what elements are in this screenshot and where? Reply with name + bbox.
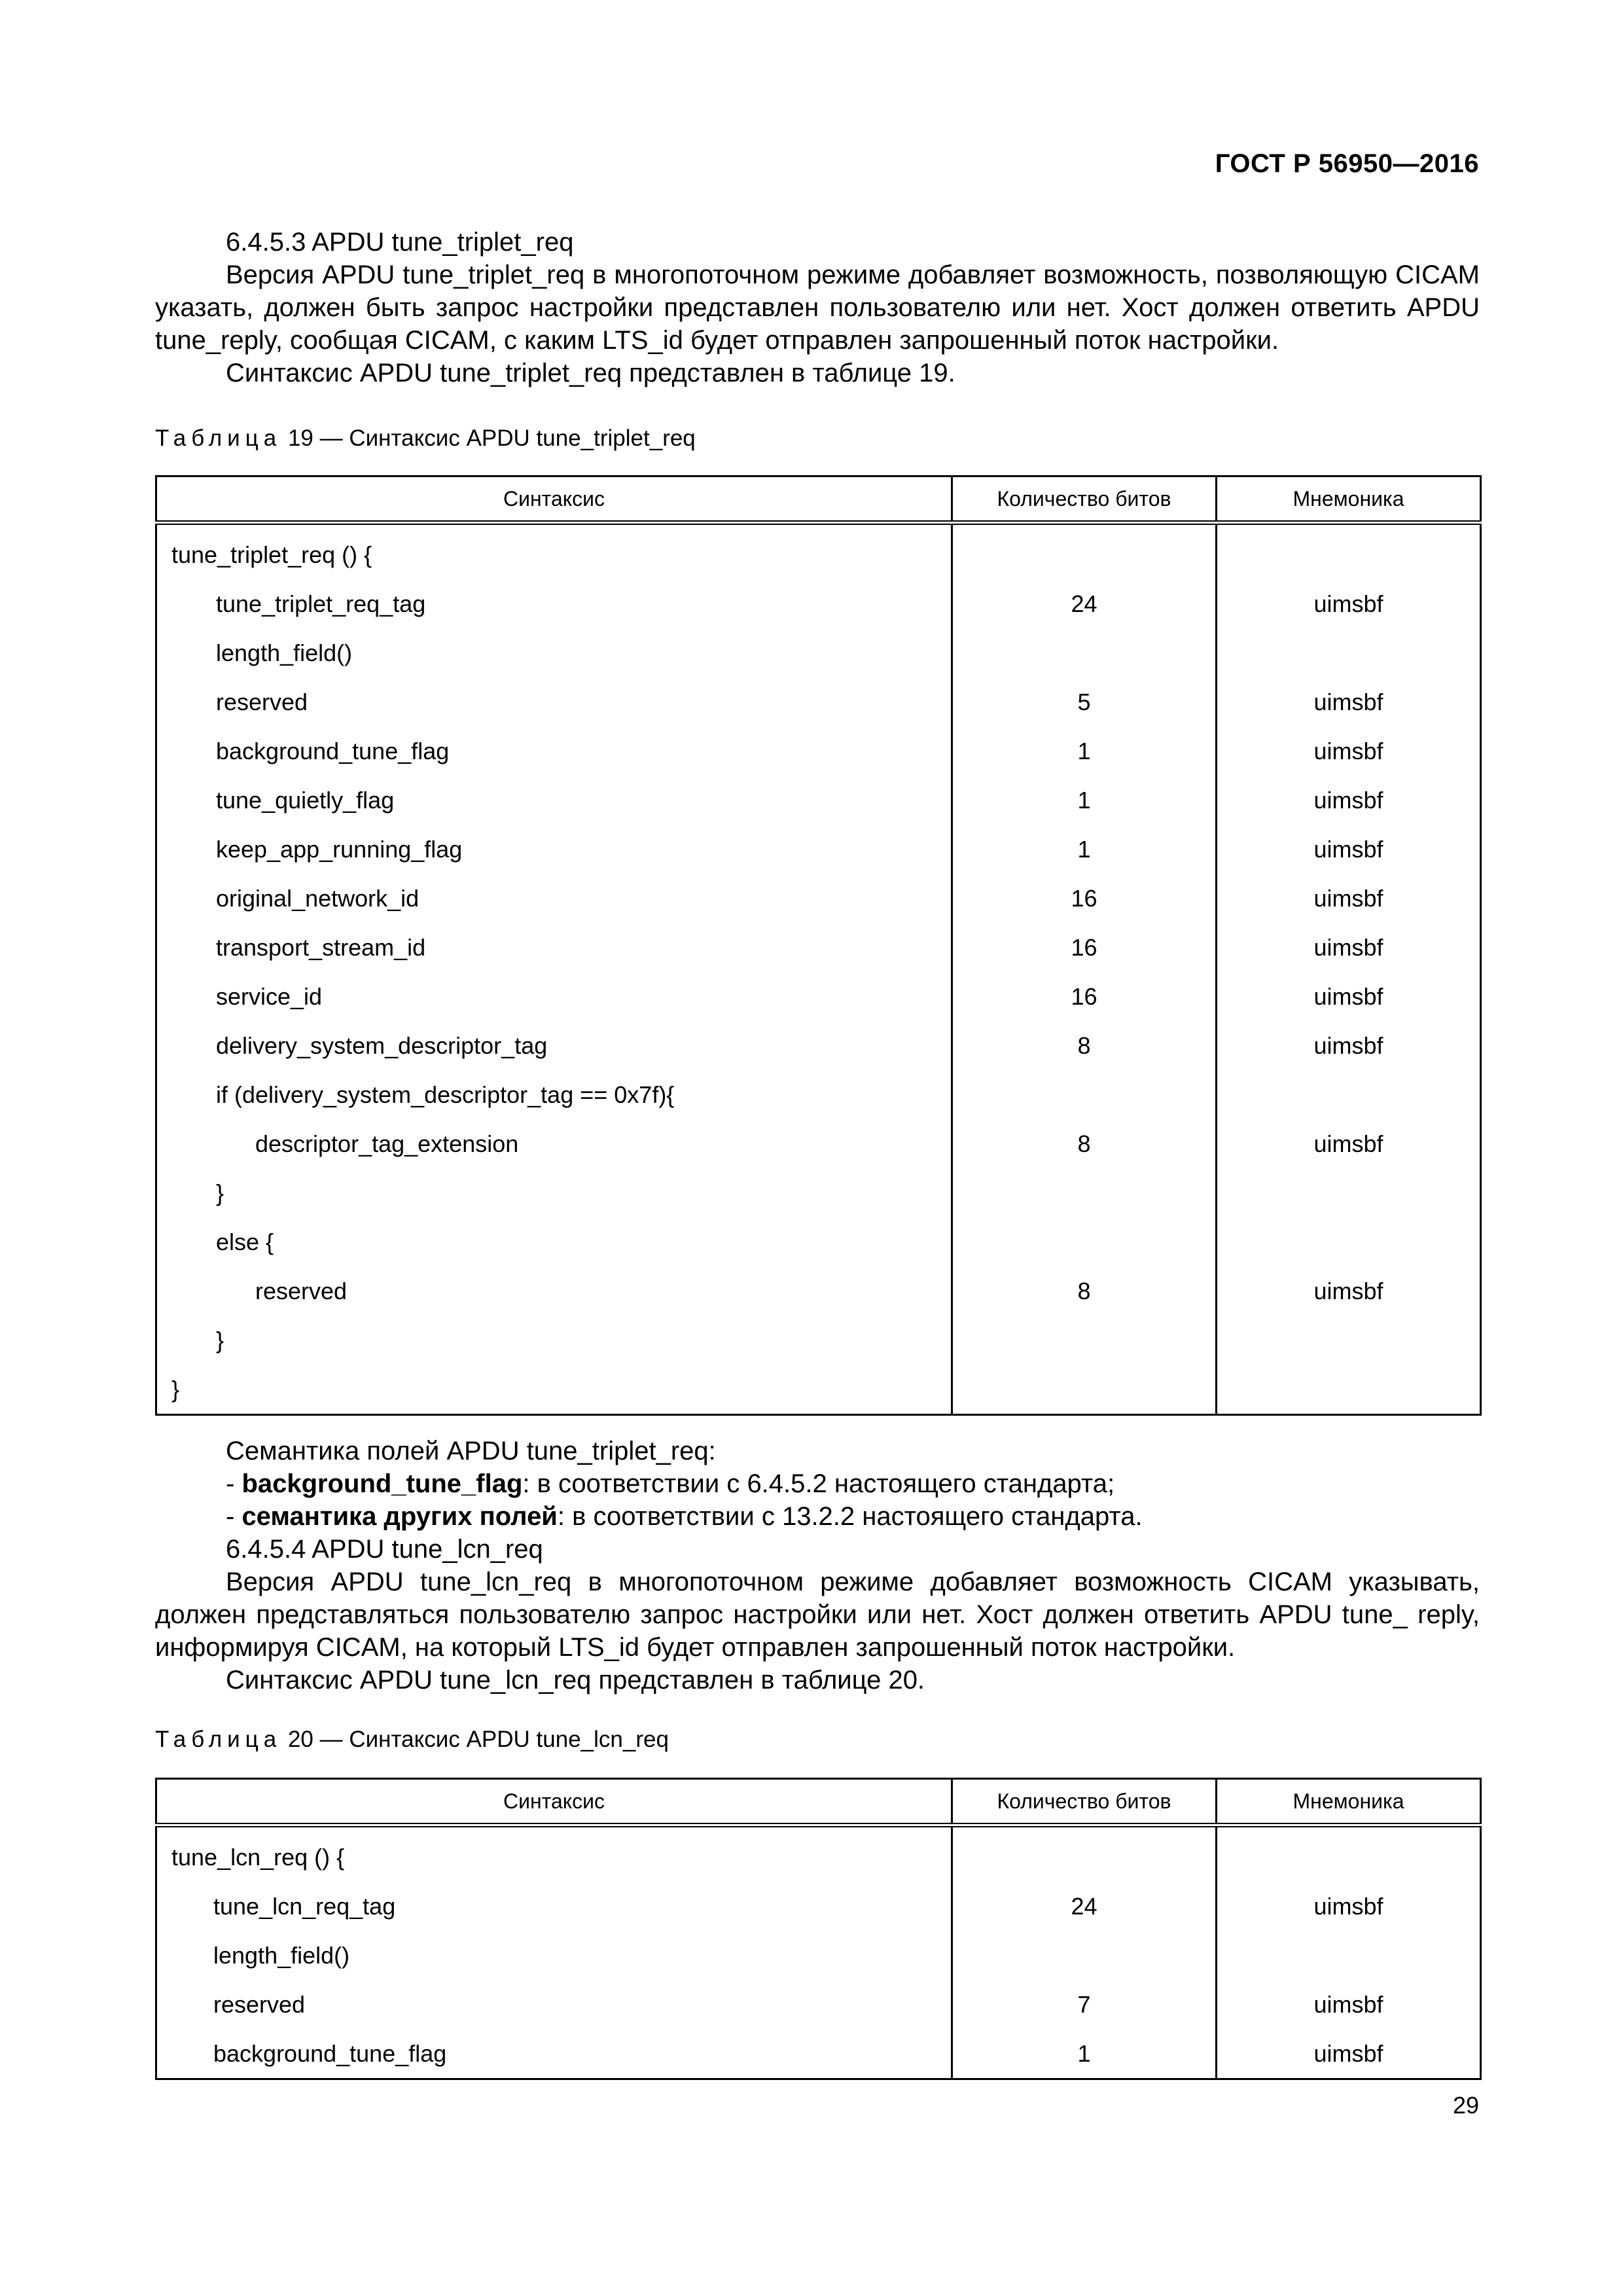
table-row — [156, 726, 1481, 776]
syntax-cell: reserved — [255, 1277, 348, 1304]
bits-cell: 1 — [952, 2029, 1217, 2079]
mnemonic-cell: uimsbf — [1217, 1021, 1481, 1070]
syntax-cell: service_id — [216, 982, 323, 1010]
semantics-list — [155, 1467, 1480, 1533]
syntax-cell: reserved — [213, 1990, 306, 2018]
table-19 — [155, 475, 1480, 1416]
mnemonic-cell: uimsbf — [1217, 923, 1481, 972]
mnemonic-cell: uimsbf — [1217, 972, 1481, 1021]
mnemonic-cell — [1217, 1070, 1481, 1119]
mnemonic-cell — [1217, 1217, 1481, 1266]
syntax-cell: length_field() — [216, 639, 353, 666]
bits-cell: 8 — [952, 1119, 1217, 1168]
caption-text: 20 — Синтаксис APDU tune_lcn_req — [287, 1727, 669, 1752]
column-header: Синтаксис — [156, 1779, 952, 1825]
table-row — [156, 1266, 1481, 1316]
bits-cell — [952, 1168, 1217, 1217]
bits-cell — [952, 1316, 1217, 1365]
mnemonic-cell — [1217, 1316, 1481, 1365]
syntax-cell: reserved — [216, 688, 308, 715]
table-row — [156, 1980, 1481, 2029]
paragraph: Версия APDU tune_lcn_req в многопоточном режиме добавляет возможность CICAM указывать, должен представляться пользователю запрос настройки или нет. Хост должен ответить APDU tune_ reply, информируя CICAM, на который LTS_id будет отправлен запрошенный поток настройки. — [155, 1568, 1480, 1662]
mnemonic-cell: uimsbf — [1217, 1266, 1481, 1316]
syntax-cell: transport_stream_id — [216, 933, 426, 961]
caption-label: Таблица — [155, 425, 282, 451]
field-term: семантика других полей — [241, 1502, 558, 1531]
table-row — [156, 579, 1481, 628]
column-header: Количество битов — [952, 476, 1217, 523]
bits-cell: 16 — [952, 923, 1217, 972]
bits-cell: 24 — [952, 1882, 1217, 1931]
section-heading: 6.4.5.3 APDU tune_triplet_req — [226, 228, 574, 257]
column-header: Мнемоника — [1217, 1779, 1481, 1825]
syntax-cell: tune_quietly_flag — [216, 786, 395, 814]
table-row — [156, 1825, 1481, 1882]
bits-cell: 1 — [952, 825, 1217, 874]
syntax-cell: else { — [216, 1228, 274, 1255]
mnemonic-cell: uimsbf — [1217, 776, 1481, 825]
bits-cell — [952, 1365, 1217, 1415]
syntax-cell: length_field() — [213, 1941, 350, 1969]
field-term: background_tune_flag — [241, 1469, 523, 1498]
semantics-intro: Семантика полей APDU tune_triplet_req: — [226, 1437, 716, 1465]
paragraph: Синтаксис APDU tune_lcn_req представлен в таблице 20. — [226, 1666, 925, 1695]
syntax-cell: background_tune_flag — [213, 2039, 447, 2067]
syntax-cell: background_tune_flag — [216, 737, 450, 764]
bits-cell — [952, 1070, 1217, 1119]
table-row — [156, 1316, 1481, 1365]
paragraph: Синтаксис APDU tune_triplet_req представлен в таблице 19. — [226, 359, 955, 387]
table-row — [156, 1070, 1481, 1119]
table-row — [156, 972, 1481, 1021]
syntax-cell: tune_triplet_req () { — [171, 541, 372, 568]
bits-cell — [952, 1931, 1217, 1980]
bits-cell: 5 — [952, 677, 1217, 726]
mnemonic-cell: uimsbf — [1217, 1882, 1481, 1931]
table-row — [156, 1119, 1481, 1168]
bits-cell — [952, 1825, 1217, 1882]
mnemonic-cell: uimsbf — [1217, 1980, 1481, 2029]
bits-cell: 16 — [952, 972, 1217, 1021]
bits-cell: 8 — [952, 1266, 1217, 1316]
table-20 — [155, 1778, 1480, 2080]
table-row — [156, 2029, 1481, 2079]
bits-cell: 24 — [952, 579, 1217, 628]
table-row — [156, 923, 1481, 972]
mnemonic-cell: uimsbf — [1217, 874, 1481, 923]
table-row — [156, 628, 1481, 677]
bits-cell — [952, 1217, 1217, 1266]
syntax-cell: } — [171, 1375, 180, 1403]
paragraph: Версия APDU tune_triplet_req в многопоточном режиме добавляет возможность, позволяющую CICAM указать, должен быть запрос настройки представлен пользователю или нет. Хост должен ответить APDU tune_reply, сообщая CICAM, с каким LTS_id будет отправлен запрошенный поток настройки. — [155, 260, 1480, 355]
syntax-cell: } — [216, 1326, 224, 1354]
list-item: - background_tune_flag: в соответствии с 6.4.5.2 настоящего стандарта; — [226, 1469, 1115, 1498]
mnemonic-cell: uimsbf — [1217, 825, 1481, 874]
table-row — [156, 1217, 1481, 1266]
syntax-cell: tune_lcn_req_tag — [213, 1892, 396, 1920]
table-19-caption — [155, 424, 1480, 453]
bits-cell: 8 — [952, 1021, 1217, 1070]
table-row — [156, 825, 1481, 874]
bits-cell: 16 — [952, 874, 1217, 923]
caption-text: 19 — Синтаксис APDU tune_triplet_req — [287, 425, 696, 451]
bits-cell: 1 — [952, 776, 1217, 825]
syntax-cell: } — [216, 1179, 224, 1206]
caption-label: Таблица — [155, 1727, 282, 1752]
table-row — [156, 1365, 1481, 1415]
table-row — [156, 1931, 1481, 1980]
mnemonic-cell: uimsbf — [1217, 726, 1481, 776]
column-header: Количество битов — [952, 1779, 1217, 1825]
bits-cell: 7 — [952, 1980, 1217, 2029]
table-row — [156, 677, 1481, 726]
table-row — [156, 1882, 1481, 1931]
bits-cell: 1 — [952, 726, 1217, 776]
table-row — [156, 1168, 1481, 1217]
syntax-cell: if (delivery_system_descriptor_tag == 0x7f){ — [216, 1081, 675, 1108]
mnemonic-cell: uimsbf — [1217, 1119, 1481, 1168]
page-number: 29 — [1452, 2092, 1479, 2119]
table-row — [156, 874, 1481, 923]
section-6-4-5-3 — [155, 226, 1480, 389]
column-header: Мнемоника — [1217, 476, 1481, 523]
list-item: - семантика других полей: в соответствии с 13.2.2 настоящего стандарта. — [226, 1502, 1143, 1531]
mnemonic-cell — [1217, 1365, 1481, 1415]
mnemonic-cell — [1217, 628, 1481, 677]
syntax-cell: descriptor_tag_extension — [255, 1130, 519, 1157]
table-20-caption — [155, 1725, 1480, 1754]
mnemonic-cell — [1217, 523, 1481, 580]
mnemonic-cell — [1217, 1931, 1481, 1980]
section-heading: 6.4.5.4 APDU tune_lcn_req — [226, 1535, 543, 1564]
bits-cell — [952, 628, 1217, 677]
table-row — [156, 1021, 1481, 1070]
table-row — [156, 776, 1481, 825]
standard-number: ГОСТ Р 56950—2016 — [1215, 149, 1479, 178]
table-row — [156, 523, 1481, 580]
syntax-cell: tune_triplet_req_tag — [216, 590, 426, 617]
mnemonic-cell — [1217, 1168, 1481, 1217]
bits-cell — [952, 523, 1217, 580]
syntax-cell: tune_lcn_req () { — [171, 1843, 345, 1871]
semantics-block — [155, 1435, 1480, 1696]
syntax-cell: delivery_system_descriptor_tag — [216, 1031, 548, 1059]
syntax-cell: keep_app_running_flag — [216, 835, 463, 863]
mnemonic-cell: uimsbf — [1217, 579, 1481, 628]
mnemonic-cell: uimsbf — [1217, 2029, 1481, 2079]
syntax-cell: original_network_id — [216, 884, 419, 912]
column-header: Синтаксис — [156, 476, 952, 523]
mnemonic-cell — [1217, 1825, 1481, 1882]
mnemonic-cell: uimsbf — [1217, 677, 1481, 726]
